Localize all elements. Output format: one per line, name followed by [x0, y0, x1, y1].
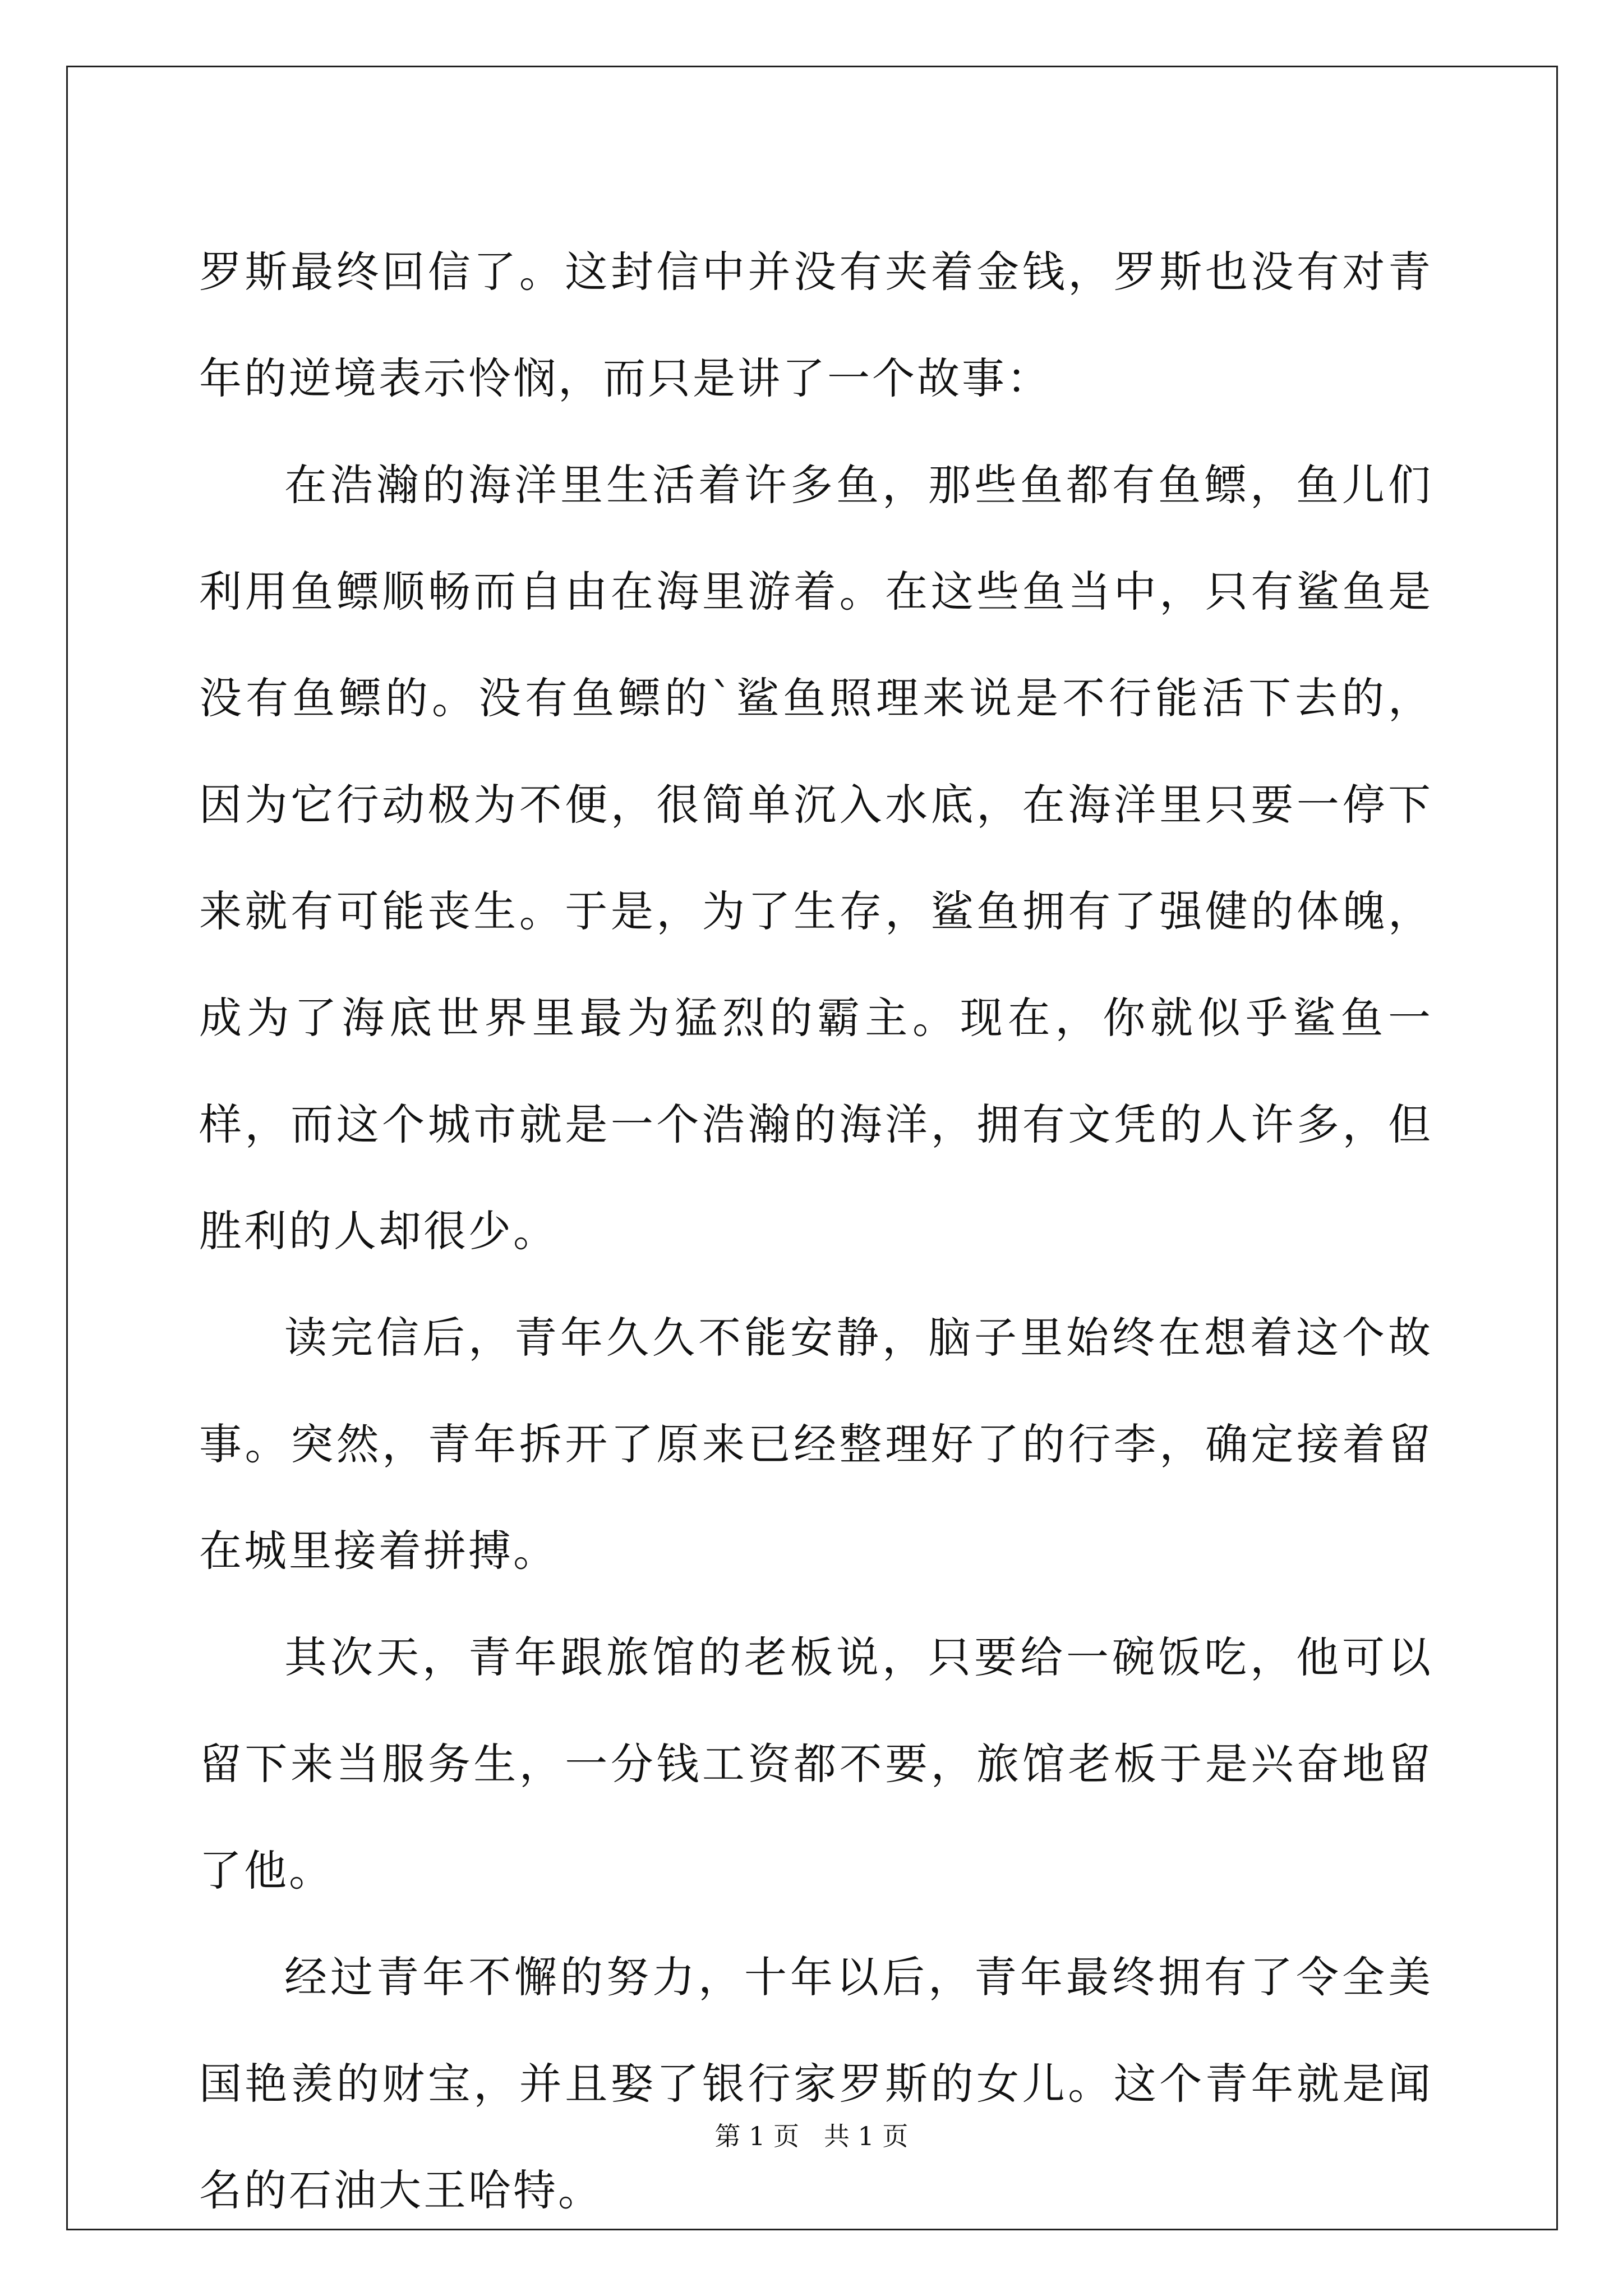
paragraph-3: 读完信后，青年久久不能安静，脑子里始终在想着这个故事。突然，青年拆开了原来已经整理好了的行李，确定接着留在城里接着拼搏。: [199, 1313, 1433, 1576]
page-footer: [0, 2119, 1623, 2153]
page-number-label: 第 1 页 共 1 页: [714, 2121, 909, 2151]
paragraph-4: 其次天，青年跟旅馆的老板说，只要给一碗饭吃，他可以留下来当服务生，一分钱工资都不要，旅馆老板于是兴奋地留了他。: [199, 1632, 1433, 1895]
paragraph-1: 罗斯最终回信了。这封信中并没有夹着金钱，罗斯也没有对青年的逆境表示怜悯，而只是讲了一个故事：: [199, 247, 1433, 403]
document-body: [199, 219, 1433, 2244]
paragraph-2: 在浩瀚的海洋里生活着许多鱼，那些鱼都有鱼鳔，鱼儿们利用鱼鳔顺畅而自由在海里游着。在这些鱼当中，只有鲨鱼是没有鱼鳔的。没有鱼鳔的`鲨鱼照理来说是不行能活下去的，因为它行动极为不便，很简单沉入水底，在海洋里只要一停下来就有可能丧生。于是，为了生存，鲨鱼拥有了强健的体魄，成为了海底世界里最为猛烈的霸主。现在，你就似乎鲨鱼一样，而这个城市就是一个浩瀚的海洋，拥有文凭的人许多，但胜利的人却很少。: [199, 460, 1433, 1256]
paragraph-5: 经过青年不懈的努力，十年以后，青年最终拥有了令全美国艳羡的财宝，并且娶了银行家罗斯的女儿。这个青年就是闻名的石油大王哈特。: [199, 1952, 1433, 2215]
